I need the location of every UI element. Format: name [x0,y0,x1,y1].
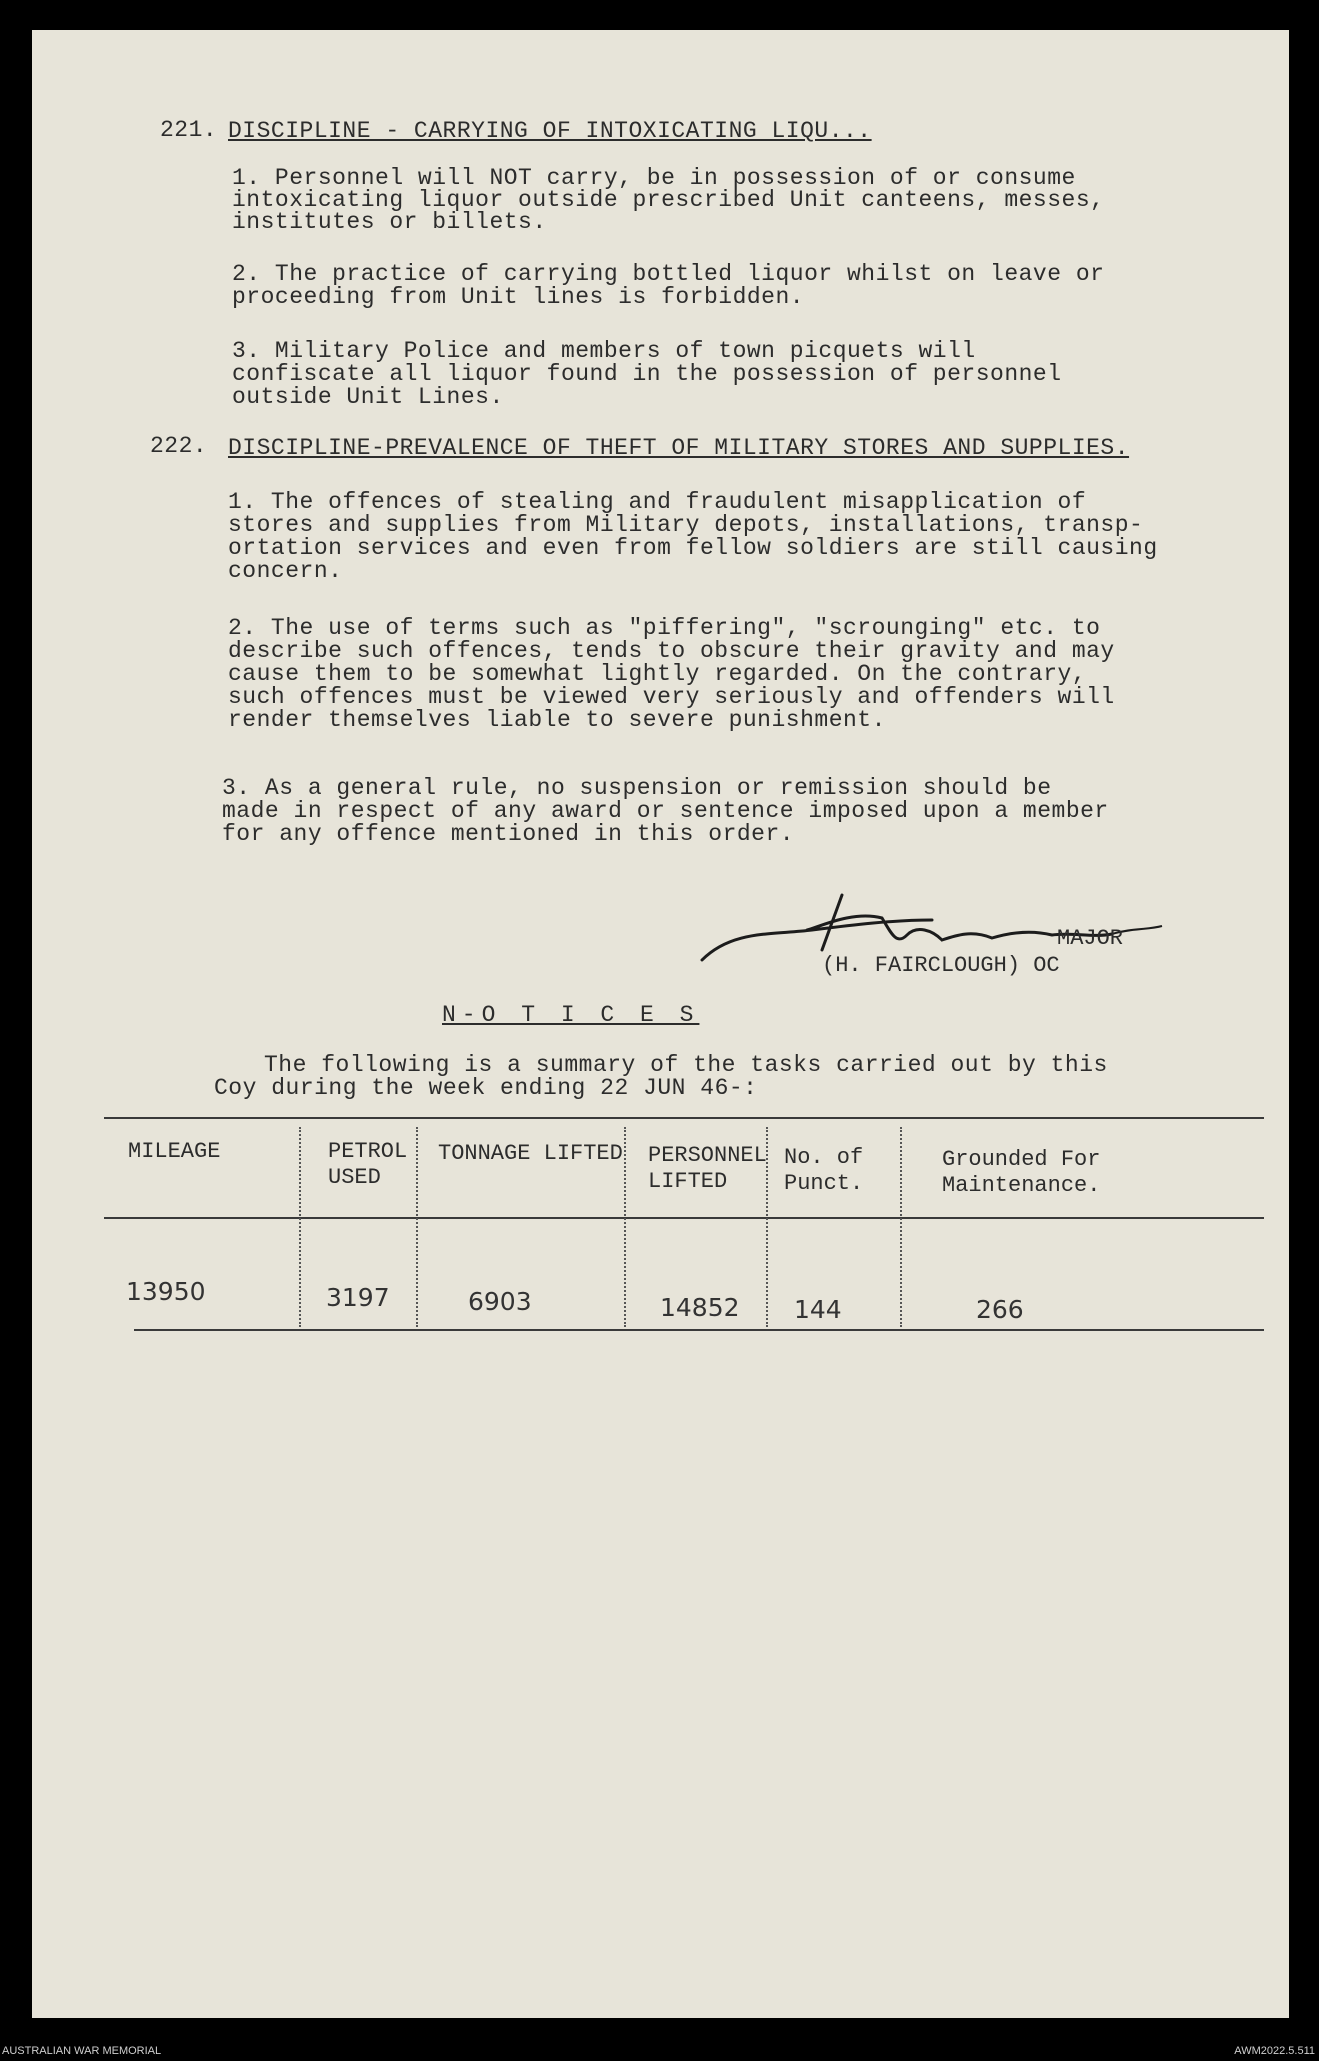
section-221-para3-line1: 3. Military Police and members of town picquets will [232,338,976,364]
section-221-number: 221. [160,117,218,143]
table-header-grounded-line2: Maintenance. [942,1173,1101,1198]
section-221-para1-line2: intoxicating liquor outside prescribed Unit canteens, messes, [232,187,1105,213]
table-header-grounded-line1: Grounded For [942,1147,1101,1172]
signature-rank: MAJOR [1057,926,1124,951]
table-col-separator [624,1127,626,1327]
section-222-para1-line4: concern. [228,558,343,584]
section-222-para1-line2: stores and supplies from Military depots, installations, transp- [228,512,1144,538]
section-221-para2-line1: 2. The practice of carrying bottled liquor whilst on leave or [232,261,1105,287]
table-value-punctures: 144 [794,1295,842,1324]
table-header-petrol [328,1139,407,1191]
table-col-separator [416,1127,418,1327]
section-221-para1-line1: 1. Personnel will NOT carry, be in possession of or consume [232,165,1076,191]
table-value-personnel: 14852 [660,1293,740,1322]
summary-table [104,1117,1264,1347]
section-222-para1-line3: ortation services and even from fellow soldiers are still causing [228,535,1158,561]
table-value-mileage: 13950 [126,1277,206,1306]
section-221-heading: DISCIPLINE - CARRYING OF INTOXICATING LIQU... [228,118,872,144]
section-222-para2-line1: 2. The use of terms such as "piffering", "scrounging" etc. to [228,615,1101,641]
table-value-tonnage: 6903 [468,1287,532,1316]
table-header-grounded [942,1147,1100,1199]
table-top-rule [104,1117,1264,1119]
table-value-grounded: 266 [976,1295,1024,1324]
section-221-para2-line2: proceeding from Unit lines is forbidden. [232,284,805,310]
table-header-personnel [648,1143,767,1195]
section-222-para2-line4: such offences must be viewed very seriously and offenders will [228,684,1115,710]
section-222-para3-line2: made in respect of any award or sentence imposed upon a member [222,798,1109,824]
table-header-petrol-line2: USED [328,1165,381,1190]
section-222-para2-line2: describe such offences, tends to obscure their gravity and may [228,638,1115,664]
table-header-tonnage-line1: TONNAGE LIFTED [438,1141,623,1166]
section-222-para3-line1: 3. As a general rule, no suspension or remission should be [222,775,1052,801]
table-header-tonnage [438,1141,623,1167]
table-header-punctures-line1: No. of [784,1145,864,1170]
table-header-petrol-line1: PETROL [328,1139,408,1164]
document-page [32,30,1289,2018]
table-col-separator [299,1127,301,1327]
table-header-mileage [128,1139,220,1165]
table-header-mileage-line1: MILEAGE [128,1139,221,1164]
notices-heading: N-O T I C E S [442,1002,700,1028]
table-header-rule [104,1217,1264,1219]
section-222-para2-line3: cause them to be somewhat lightly regarded. On the contrary, [228,661,1087,687]
section-222-para2-line5: render themselves liable to severe punishment. [228,707,886,733]
table-header-personnel-line2: LIFTED [648,1169,728,1194]
table-value-petrol: 3197 [326,1283,390,1312]
table-col-separator [900,1127,902,1327]
section-221-para3-line3: outside Unit Lines. [232,384,504,410]
notices-intro-line2: Coy during the week ending 22 JUN 46-: [214,1075,758,1101]
section-222-para1-line1: 1. The offences of stealing and fraudulent misapplication of [228,489,1087,515]
section-221-para1-line3: institutes or billets. [232,209,547,235]
table-bottom-rule [134,1329,1264,1331]
table-header-punctures [784,1145,863,1197]
section-222-heading: DISCIPLINE-PREVALENCE OF THEFT OF MILITARY STORES AND SUPPLIES. [228,435,1130,461]
notices-intro-line1: The following is a summary of the tasks carried out by this [264,1052,1108,1078]
section-222-para3-line3: for any offence mentioned in this order. [222,821,795,847]
section-221-para3-line2: confiscate all liquor found in the possession of personnel [232,361,1062,387]
table-header-punctures-line2: Punct. [784,1171,864,1196]
section-222-number: 222. [150,433,208,459]
signature-name: (H. FAIRCLOUGH) OC [822,953,1060,978]
footer-reference: AWM2022.5.511 [1234,2045,1315,2057]
table-header-personnel-line1: PERSONNEL [648,1143,767,1168]
footer-source: AUSTRALIAN WAR MEMORIAL [2,2045,162,2057]
